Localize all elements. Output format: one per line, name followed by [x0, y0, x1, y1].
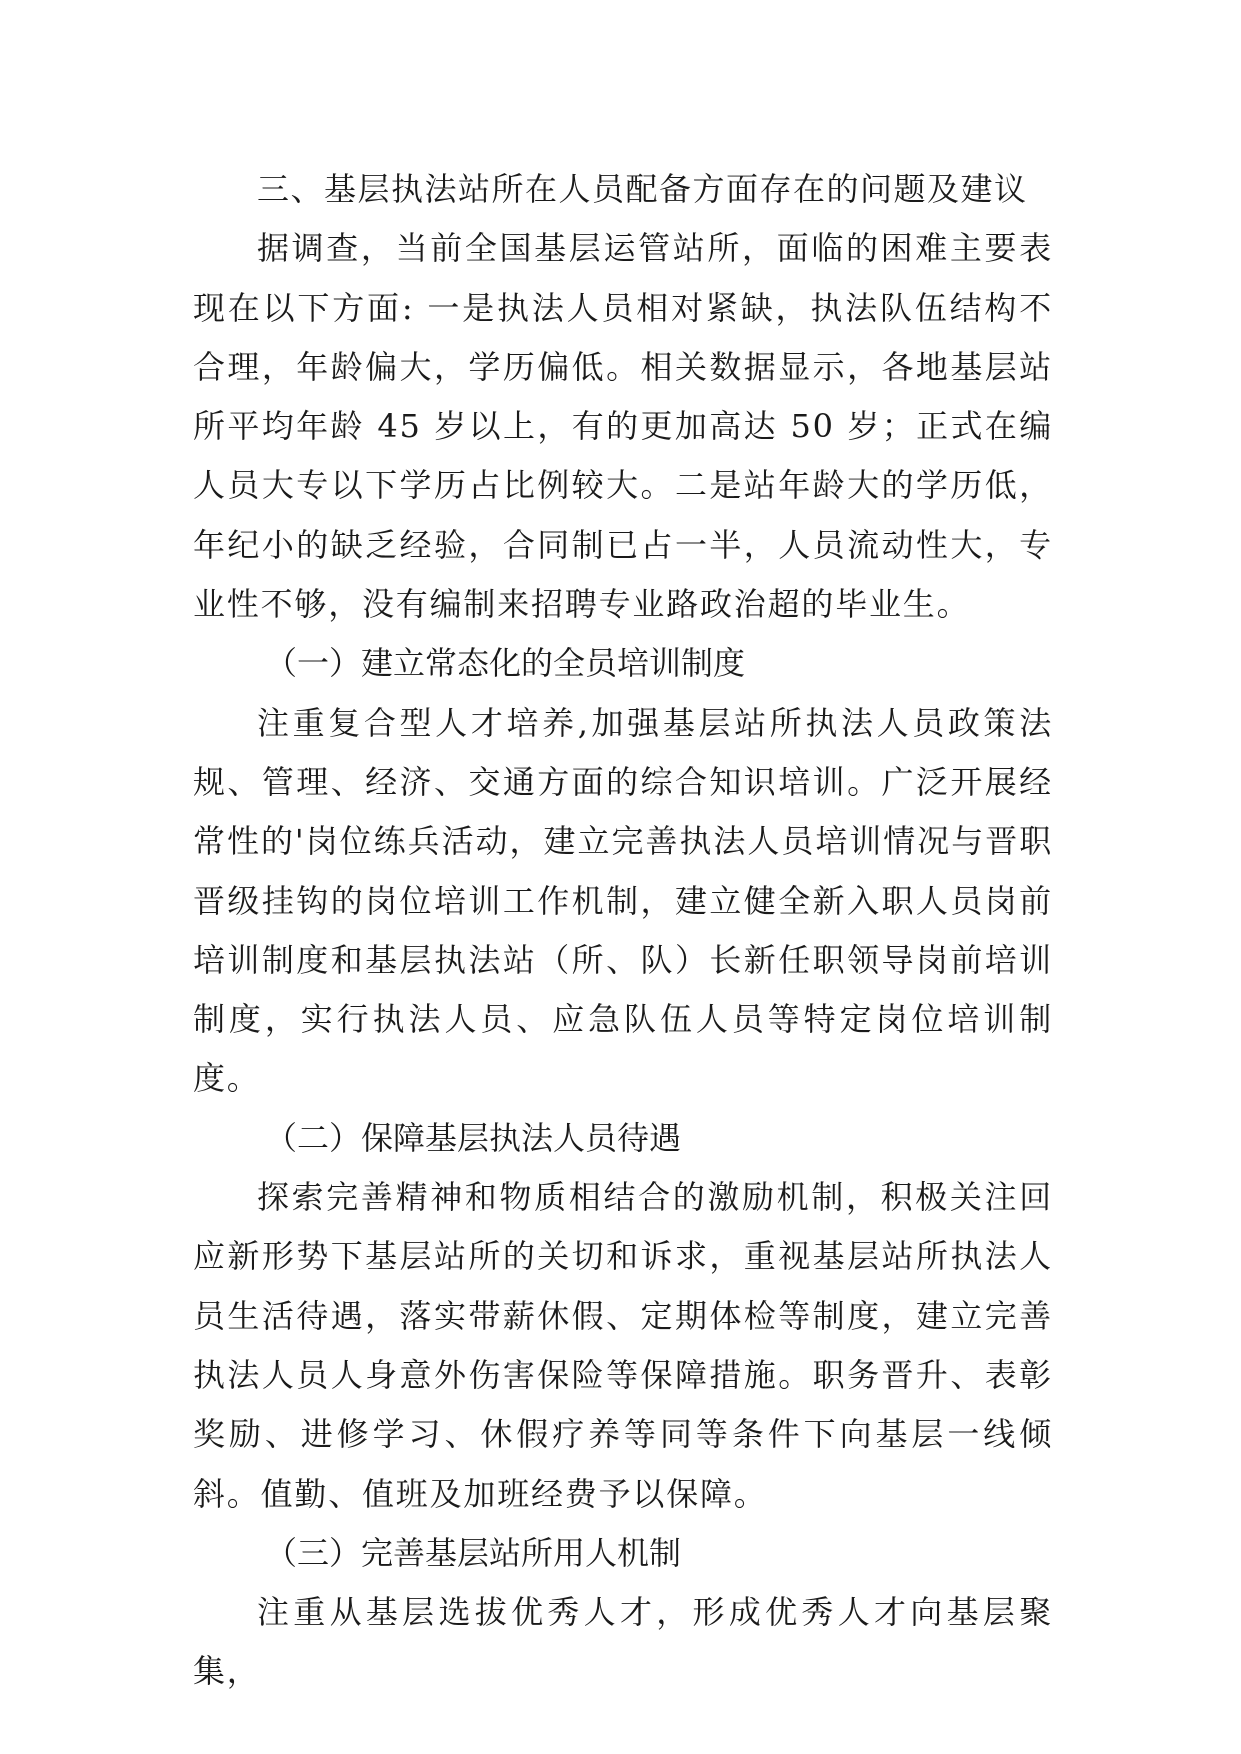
- intro-paragraph: 据调查，当前全国基层运管站所，面临的困难主要表现在以下方面: 一是执法人员相对紧缺，执法队伍结构不合理，年龄偏大，学历偏低。相关数据显示，各地基层站所平均年龄 45 岁以上，有的更加高达 50 岁；正式在编人员大专以下学历占比例较大。二是站年龄大的学历低，年纪小的缺乏经验，合同制已占一半，人员流动性大，专业性不够，没有编制来招聘专业路政治超的毕业生。: [193, 229, 1053, 624]
- subsection-title-3: （三）完善基层站所用人机制: [265, 1533, 682, 1572]
- subsection-title-2: （二）保障基层执法人员待遇: [265, 1118, 682, 1157]
- subsection-body-3: 注重从基层选拔优秀人才，形成优秀人才向基层聚集，: [193, 1593, 1053, 1691]
- subsection-body-2: 探索完善精神和物质相结合的激励机制，积极关注回应新形势下基层站所的关切和诉求，重视基层站所执法人员生活待遇，落实带薪休假、定期体检等制度，建立完善执法人员人身意外伤害保险等保障措施。职务晋升、表彰奖励、进修学习、休假疗养等同等条件下向基层一线倾斜。值勤、值班及加班经费予以保障。: [193, 1178, 1053, 1513]
- document-body: [193, 160, 1053, 1702]
- subsection-body-1: 注重复合型人才培养,加强基层站所执法人员政策法规、管理、经济、交通方面的综合知识培训。广泛开展经常性的'岗位练兵活动，建立完善执法人员培训情况与晋职晋级挂钩的岗位培训工作机制，建立健全新入职人员岗前培训制度和基层执法站（所、队）长新任职领导岗前培训制度，实行执法人员、应急队伍人员等特定岗位培训制度。: [193, 703, 1053, 1098]
- subsection-title-1: （一）建立常态化的全员培训制度: [265, 644, 746, 683]
- section-title: 三、基层执法站所在人员配备方面存在的问题及建议: [257, 170, 1028, 208]
